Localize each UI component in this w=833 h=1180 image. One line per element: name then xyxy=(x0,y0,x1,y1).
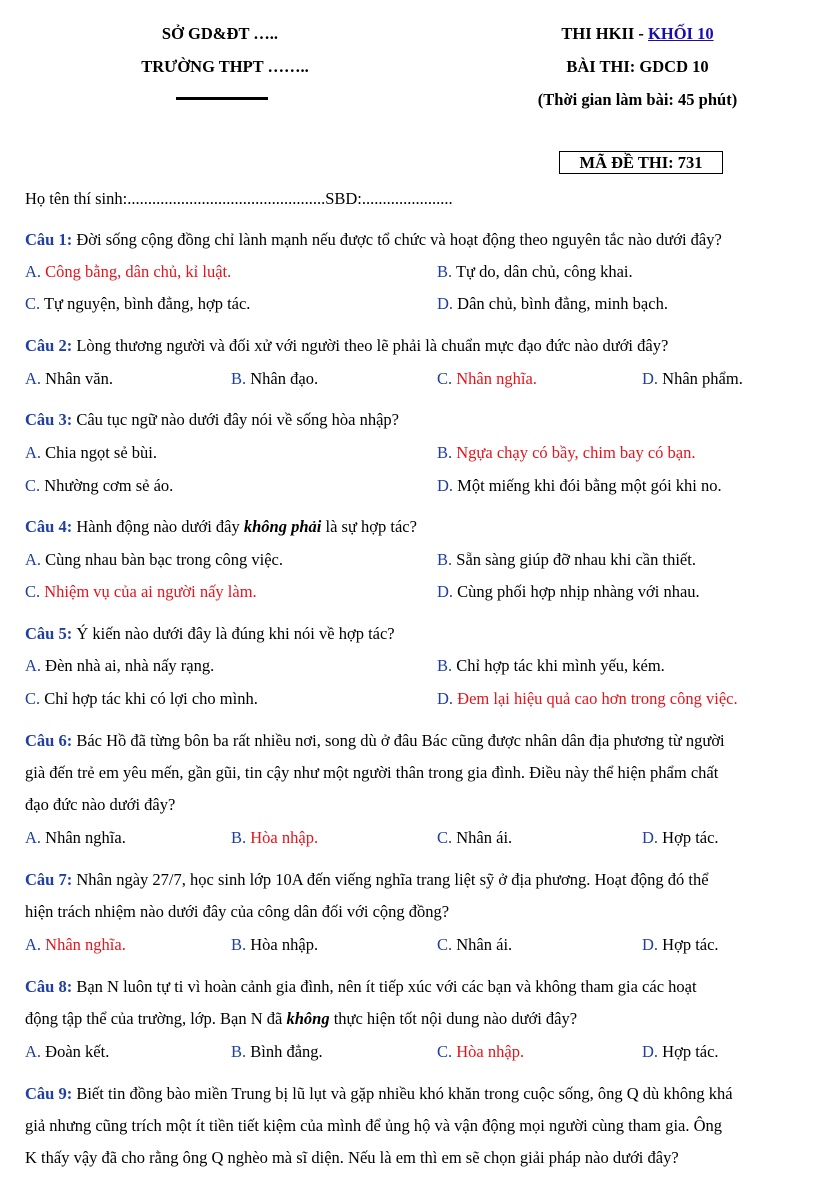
header-divider xyxy=(176,97,268,100)
question-text-line2: già đến trẻ em yêu mến, gần gũi, tin cậy như một người thân trong gia đình. Điều này thể hiện phẩm chất xyxy=(25,763,719,782)
option-d[interactable] xyxy=(642,828,719,848)
question-text-end: là sự hợp tác? xyxy=(321,517,417,536)
option-b[interactable] xyxy=(231,828,318,848)
option-letter: C. xyxy=(25,689,41,708)
question-number: Câu 1: xyxy=(25,230,73,249)
option-letter: A. xyxy=(25,443,42,462)
option-letter: D. xyxy=(437,689,454,708)
option-b[interactable] xyxy=(437,262,633,282)
question-number: Câu 6: xyxy=(25,731,73,750)
option-letter: C. xyxy=(437,935,453,954)
question-9 xyxy=(25,1078,815,1174)
option-letter: B. xyxy=(437,656,453,675)
option-b[interactable] xyxy=(231,935,318,955)
option-c[interactable] xyxy=(437,1042,524,1062)
question-6 xyxy=(25,725,815,821)
question-number: Câu 8: xyxy=(25,977,73,996)
option-text: Một miếng khi đói bằng một gói khi no. xyxy=(453,476,722,495)
option-letter: D. xyxy=(642,828,659,847)
option-b[interactable] xyxy=(437,550,696,570)
option-letter: A. xyxy=(25,828,42,847)
option-text: Nhân nghĩa. xyxy=(41,935,126,954)
option-text: Nhân ái. xyxy=(452,828,513,847)
question-text: Câu tục ngữ nào dưới đây nói về sống hòa nhập? xyxy=(72,410,399,429)
question-emphasis: không phải xyxy=(243,517,322,536)
option-letter: A. xyxy=(25,262,42,281)
option-d[interactable] xyxy=(642,935,719,955)
question-number: Câu 3: xyxy=(25,410,73,429)
question-7 xyxy=(25,864,815,928)
option-letter: D. xyxy=(437,294,454,313)
exam-subject: BÀI THI: GDCD 10 xyxy=(566,57,709,76)
option-text: Nhường cơm sẻ áo. xyxy=(40,476,174,495)
option-text: Nhân nghĩa. xyxy=(41,828,126,847)
option-text: Hợp tác. xyxy=(658,828,719,847)
option-text: Tự nguyện, bình đẳng, hợp tác. xyxy=(40,294,251,313)
question-2 xyxy=(25,330,815,362)
option-d[interactable] xyxy=(437,689,738,709)
option-letter: D. xyxy=(642,369,659,388)
question-number: Câu 9: xyxy=(25,1084,73,1103)
question-1 xyxy=(25,224,815,256)
option-text: Hòa nhập. xyxy=(246,828,319,847)
question-text: Hành động nào dưới đây xyxy=(72,517,244,536)
question-emphasis: không xyxy=(286,1009,330,1028)
question-text-line1: Nhân ngày 27/7, học sinh lớp 10A đến viếng nghĩa trang liệt sỹ ở địa phương. Hoạt động đó thể xyxy=(72,870,709,889)
option-text: Chỉ hợp tác khi có lợi cho mình. xyxy=(40,689,258,708)
option-text: Đèn nhà ai, nhà nấy rạng. xyxy=(41,656,215,675)
option-letter: B. xyxy=(437,443,453,462)
option-letter: C. xyxy=(437,369,453,388)
option-c[interactable] xyxy=(437,828,512,848)
option-a[interactable] xyxy=(25,550,283,570)
option-b[interactable] xyxy=(437,656,665,676)
student-info-line: Họ tên thí sinh:................................................SBD:...................... xyxy=(25,189,453,208)
option-text: Công bằng, dân chủ, kỉ luật. xyxy=(41,262,232,281)
option-text: Tự do, dân chủ, công khai. xyxy=(452,262,633,281)
question-text: Ý kiến nào dưới đây là đúng khi nói về hợp tác? xyxy=(72,624,395,643)
option-text: Chỉ hợp tác khi mình yếu, kém. xyxy=(452,656,665,675)
option-text: Dân chủ, bình đẳng, minh bạch. xyxy=(453,294,668,313)
option-d[interactable] xyxy=(437,582,700,602)
question-number: Câu 5: xyxy=(25,624,73,643)
option-c[interactable] xyxy=(25,476,173,496)
option-letter: D. xyxy=(642,1042,659,1061)
option-a[interactable] xyxy=(25,828,126,848)
option-text: Hòa nhập. xyxy=(452,1042,525,1061)
question-text-line2: giả nhưng cũng trích một ít tiền tiết kiệm của mình để ủng hộ và vận động mọi người cùng tham gia. Ông xyxy=(25,1116,723,1135)
exam-code-box: MÃ ĐỀ THI: 731 xyxy=(559,151,723,174)
option-text: Hợp tác. xyxy=(658,1042,719,1061)
question-text-line2-end: thực hiện tốt nội dung nào dưới đây? xyxy=(329,1009,578,1028)
option-text: Nhân ái. xyxy=(452,935,513,954)
option-c[interactable] xyxy=(25,294,250,314)
option-text: Hợp tác. xyxy=(658,935,719,954)
question-text-line3: đạo đức nào dưới đây? xyxy=(25,795,176,814)
question-number: Câu 7: xyxy=(25,870,73,889)
question-text-line1: Bạn N luôn tự ti vì hoàn cảnh gia đình, nên ít tiếp xúc với các bạn và không tham gia các hoạt xyxy=(72,977,697,996)
option-letter: D. xyxy=(437,476,454,495)
option-c[interactable] xyxy=(25,582,257,602)
question-8 xyxy=(25,971,815,1035)
option-letter: B. xyxy=(231,1042,247,1061)
option-text: Chia ngọt sẻ bùi. xyxy=(41,443,157,462)
option-letter: A. xyxy=(25,550,42,569)
option-text: Nhân phẩm. xyxy=(658,369,743,388)
question-number: Câu 2: xyxy=(25,336,73,355)
grade-link[interactable]: KHỐI 10 xyxy=(648,24,714,43)
option-c[interactable] xyxy=(25,689,258,709)
option-a[interactable] xyxy=(25,1042,109,1062)
question-text: Lòng thương người và đối xử với người theo lẽ phải là chuẩn mực đạo đức nào dưới đây? xyxy=(72,336,669,355)
option-text: Nhân đạo. xyxy=(246,369,319,388)
option-text: Cùng nhau bàn bạc trong công việc. xyxy=(41,550,283,569)
option-a[interactable] xyxy=(25,443,157,463)
option-letter: B. xyxy=(437,550,453,569)
option-letter: A. xyxy=(25,369,42,388)
exam-title xyxy=(520,24,755,44)
option-a[interactable] xyxy=(25,935,126,955)
option-c[interactable] xyxy=(437,369,537,389)
option-letter: D. xyxy=(437,582,454,601)
option-letter: C. xyxy=(25,476,41,495)
option-text: Đem lại hiệu quả cao hơn trong công việc. xyxy=(453,689,738,708)
exam-duration: (Thời gian làm bài: 45 phút) xyxy=(537,90,738,109)
option-a[interactable] xyxy=(25,262,231,282)
option-letter: C. xyxy=(437,828,453,847)
question-text-line1: Bác Hồ đã từng bôn ba rất nhiều nơi, song dù ở đâu Bác cũng được nhân dân địa phương từ người xyxy=(72,731,725,750)
option-d[interactable] xyxy=(437,294,668,314)
question-text-line2: động tập thể của trường, lớp. Bạn N đã xyxy=(25,1009,287,1028)
question-text-line2: hiện trách nhiệm nào dưới đây của công dân đối với cộng đồng? xyxy=(25,902,450,921)
option-text: Sẵn sàng giúp đỡ nhau khi cần thiết. xyxy=(452,550,696,569)
option-letter: C. xyxy=(25,582,41,601)
option-letter: A. xyxy=(25,656,42,675)
option-text: Ngựa chạy có bầy, chim bay có bạn. xyxy=(452,443,696,462)
question-3 xyxy=(25,404,815,436)
question-4 xyxy=(25,511,815,543)
option-b[interactable] xyxy=(231,1042,323,1062)
option-text: Nhân nghĩa. xyxy=(452,369,537,388)
option-text: Cùng phối hợp nhịp nhàng với nhau. xyxy=(453,582,700,601)
option-d[interactable] xyxy=(642,369,743,389)
option-a[interactable] xyxy=(25,656,214,676)
exam-title-prefix: THI HKII - xyxy=(561,24,649,43)
question-text: Đời sống cộng đồng chỉ lành mạnh nếu được tổ chức và hoạt động theo nguyên tắc nào dưới đây? xyxy=(72,230,722,249)
option-text: Đoàn kết. xyxy=(41,1042,110,1061)
school-name: TRƯỜNG THPT …….. xyxy=(141,57,309,76)
department-name: SỞ GD&ĐT ….. xyxy=(161,24,279,43)
option-d[interactable] xyxy=(437,476,722,496)
question-text-line3: K thấy vậy đã cho rằng ông Q nghèo mà sĩ diện. Nếu là em thì em sẽ chọn giải pháp nào dưới đây? xyxy=(25,1148,679,1167)
option-letter: B. xyxy=(231,828,247,847)
option-letter: C. xyxy=(25,294,41,313)
option-b[interactable] xyxy=(437,443,696,463)
option-letter: D. xyxy=(642,935,659,954)
option-text: Nhiệm vụ của ai người nấy làm. xyxy=(40,582,257,601)
option-letter: C. xyxy=(437,1042,453,1061)
question-number: Câu 4: xyxy=(25,517,73,536)
option-letter: A. xyxy=(25,935,42,954)
option-a[interactable] xyxy=(25,369,113,389)
option-d[interactable] xyxy=(642,1042,719,1062)
question-5 xyxy=(25,618,815,650)
option-letter: B. xyxy=(231,369,247,388)
option-text: Nhân văn. xyxy=(41,369,113,388)
option-letter: B. xyxy=(231,935,247,954)
question-text-line1: Biết tin đồng bào miền Trung bị lũ lụt và gặp nhiều khó khăn trong cuộc sống, ông Q dù không khá xyxy=(72,1084,733,1103)
option-b[interactable] xyxy=(231,369,318,389)
option-letter: B. xyxy=(437,262,453,281)
option-letter: A. xyxy=(25,1042,42,1061)
option-text: Bình đẳng. xyxy=(246,1042,323,1061)
option-c[interactable] xyxy=(437,935,512,955)
option-text: Hòa nhập. xyxy=(246,935,319,954)
